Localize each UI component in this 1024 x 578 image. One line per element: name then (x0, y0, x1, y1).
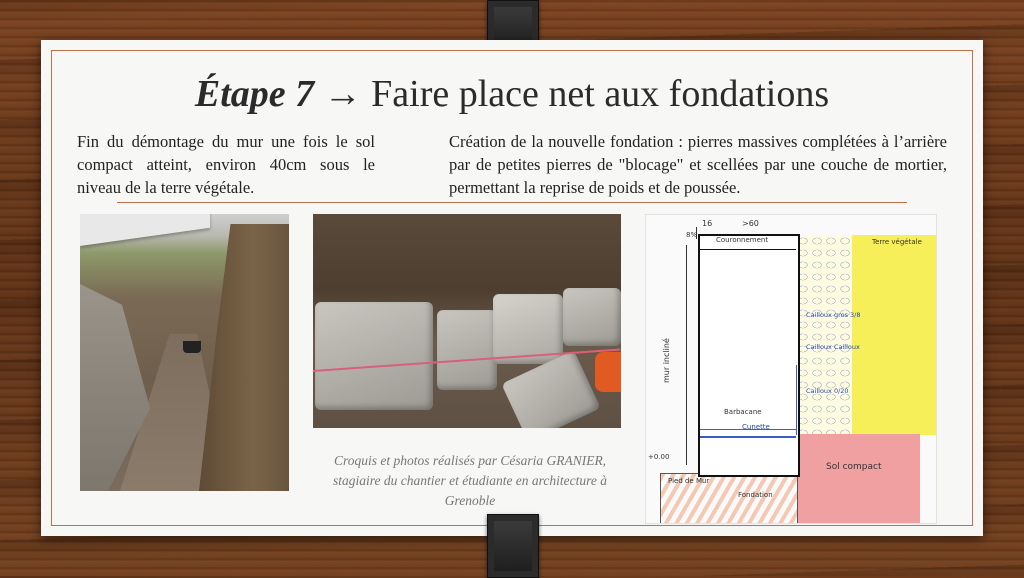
right-paragraph: Création de la nouvelle fondation : pierres massives complétées à l’arrière par de petites pierres de "blocage" et scellées par une couche de mortier, permettant la reprise de poids et de poussée. (449, 132, 947, 197)
dimension-label: 16 (702, 219, 713, 228)
reference-line (686, 245, 687, 465)
tent-canopy (80, 214, 210, 246)
foundation-stones-photo (313, 214, 621, 428)
slide-title (41, 70, 983, 118)
stone (315, 302, 433, 410)
slide-card (41, 40, 983, 536)
title-text: Faire place net aux fondations (371, 73, 830, 115)
dimension-label: >60 (742, 219, 759, 228)
cailloux-label: Cailloux 0/20 (806, 387, 849, 395)
cailloux-label: Cailloux gros 3/8 (806, 311, 861, 319)
trench-photo (80, 214, 289, 491)
mur-incline-label: mur incliné (662, 338, 671, 383)
divider-line (117, 202, 907, 203)
bottom-binder-clip (487, 514, 539, 578)
sol-compact-label: Sol compact (826, 462, 882, 472)
photo-credit-caption: Croquis et photos réalisés par Césaria GRANIER, stagiaire du chantier et étudiante en architecture à Grenoble (332, 453, 608, 508)
bucket (183, 341, 201, 353)
wall-cross-section-sketch (645, 214, 937, 524)
cunette-label: Cunette (742, 423, 770, 431)
drain-line (700, 436, 796, 438)
step-label: Étape 7 (194, 73, 315, 115)
cailloux-label: Cailloux Cailloux (806, 343, 860, 351)
topsoil-zone (852, 235, 936, 435)
arrow-glyph: → (323, 73, 362, 115)
stone (563, 288, 621, 346)
terre-vegetale-label: Terre végétale (872, 238, 922, 246)
left-paragraph: Fin du démontage du mur une fois le sol compact atteint, environ 40cm sous le niveau de la terre végétale. (77, 132, 375, 197)
compact-soil-zone (796, 434, 920, 523)
glove (595, 352, 621, 392)
stone (437, 310, 497, 390)
level-zero-label: +0.00 (648, 453, 670, 461)
drain-pipe (796, 365, 797, 435)
barbacane-label: Barbacane (724, 408, 762, 416)
slope-label: 8% (686, 231, 698, 239)
fondation-label: Fondation (738, 491, 773, 499)
wall-section (698, 234, 800, 477)
couronnement-label: Couronnement (716, 236, 769, 244)
drainage-pebbles-zone (796, 235, 852, 435)
earth-wall (199, 224, 289, 491)
pied-de-mur-label: Pied de Mur (668, 477, 710, 485)
